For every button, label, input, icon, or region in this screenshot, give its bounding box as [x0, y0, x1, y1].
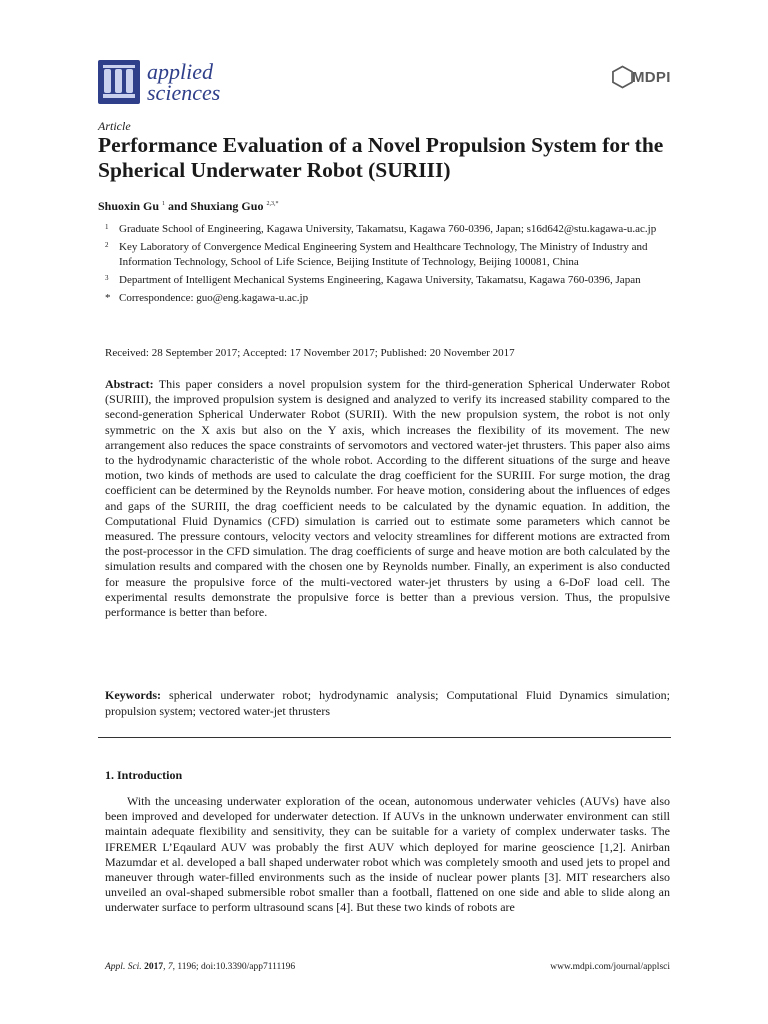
correspondence-text: Correspondence: guo@eng.kagawa-u.ac.jp: [119, 292, 309, 304]
affiliation-number: *: [105, 292, 111, 304]
publisher-name: MDPI: [632, 68, 671, 86]
affiliation-number: 2: [105, 241, 109, 249]
affiliation-text: Key Laboratory of Convergence Medical Engineering System and Healthcare Technology, The Ministry of Industry and Information Technology, School of Life Science, Beijing Institute of Technology, Beijing 100081, China: [119, 241, 648, 268]
keywords-label: Keywords:: [105, 688, 161, 702]
correspondence-item: [105, 291, 675, 306]
abstract-label: Abstract:: [105, 377, 154, 391]
publisher-hexagon-icon: [612, 65, 633, 89]
publisher-logo: [612, 65, 671, 89]
author-name: Shuxiang Guo: [190, 199, 264, 213]
author-affiliation-marker: 1: [162, 201, 166, 207]
keywords: [105, 687, 670, 719]
paper-title: Performance Evaluation of a Novel Propulsion System for the Spherical Underwater Robot (SURIII): [98, 133, 664, 182]
affiliation-item: [105, 273, 675, 288]
journal-name-line1: applied: [147, 59, 213, 84]
abstract: [105, 377, 670, 620]
journal-url[interactable]: www.mdpi.com/journal/applsci: [550, 962, 670, 972]
abstract-text: This paper considers a novel propulsion system for the third-generation Spherical Underwater Robot (SURIII), the improved propulsion system is designed and analyzed to verify its increased stability compared to the second-generation Spherical Underwater Robot (SURII). With the new propulsion system, the robot is not only symmetric on the X axis but also on the Y axis, which increases the flexibility of its movement. The new arrangement also reduces the space constraints of servomotors and vectored water-jet thrusters. This paper also aims to the hydrodynamic characteristic of the whole robot. According to the different situations of the surge and heave motion, two kinds of methods are used to calculate the drag coefficient for the SURIII. For surge motion, the drag coefficient can be determined by the Reynolds number. For heave motion, considering about the influences of edges and gaps of the SURIII, the drag coefficient needs to be calculated by the dynamic equation. In addition, the Computational Fluid Dynamics (CFD) simulation is carried out to estimate some parameters which cannot be measured. The pressure contours, velocity vectors and velocity streamlines for different motions are extracted from the post-processor in the CFD simulation. The drag coefficients of surge and heave motion are both calculated by the simulation results and compared with the chosen one by Reynolds number. Finally, an experiment is also conducted for measure the propulsive force of the multi-vectored water-jet thrusters by using a 6-DoF load cell. The experimental results demonstrate the propulsive force is better than a previous version. Thus, the propulsive performance is better than before.: [105, 377, 670, 620]
keywords-text: spherical underwater robot; hydrodynamic analysis; Computational Fluid Dynamics simulation; propulsion system; vectored water-jet thrusters: [105, 688, 670, 718]
publication-dates: Received: 28 September 2017; Accepted: 17 November 2017; Published: 20 November 2017: [105, 347, 515, 359]
affiliation-number: 3: [105, 274, 109, 282]
article-type: Article: [98, 119, 131, 133]
citation-footer: Appl. Sci. 2017, 7, 1196; doi:10.3390/app7111196: [105, 962, 296, 972]
affiliation-item: [105, 222, 675, 237]
citation-volume: 7: [167, 962, 173, 972]
journal-emblem-icon: [98, 60, 140, 104]
author-name: Shuoxin Gu: [98, 199, 160, 213]
divider: [98, 737, 671, 738]
section-heading: 1. Introduction: [105, 768, 183, 782]
author-list: [98, 199, 278, 214]
affiliation-text: Department of Intelligent Mechanical Systems Engineering, Kagawa University, Takamatsu, Kagawa 760-0396, Japan: [119, 274, 641, 286]
section-body: With the unceasing underwater exploration of the ocean, autonomous underwater vehicles (AUVs) have also been improved and developed for underwater detection. If AUVs in the unknown underwater environment can still maintain adequate flexibility and sensitivity, they can be suitable for a variety of complex underwater tasks. The IFREMER L’Eqaulard AUV was probably the first AUV which deployed for marine geoscience [1,2]. Anirban Mazumdar et al. developed a ball shaped underwater robot which was completely smooth and used jets to propel and maneuver through water-filled environments such as the inside of nuclear power plants [3]. MIT researchers also unveiled an oval-shaped submersible robot smaller than a football, flattened on one side and able to slide along an underwater surface to perform ultrasound scans [4]. But these two kinds of robots are: [105, 794, 670, 915]
citation-doi: , 1196; doi:10.3390/app7111196: [172, 962, 296, 972]
journal-name: [147, 61, 220, 103]
citation-year: 2017: [144, 962, 164, 972]
journal-abbreviation: Appl. Sci.: [105, 962, 142, 972]
author-affiliation-marker: 2,3,*: [266, 201, 279, 207]
journal-name-line2: sciences: [147, 80, 221, 105]
author-connector: and: [168, 199, 191, 213]
affiliation-number: 1: [105, 223, 109, 231]
affiliation-item: [105, 240, 675, 270]
affiliation-text: Graduate School of Engineering, Kagawa University, Takamatsu, Kagawa 760-0396, Japan; s16d642@stu.kagawa-u.ac.jp: [119, 223, 657, 235]
journal-logo: [98, 60, 220, 104]
affiliation-list: [105, 222, 675, 309]
